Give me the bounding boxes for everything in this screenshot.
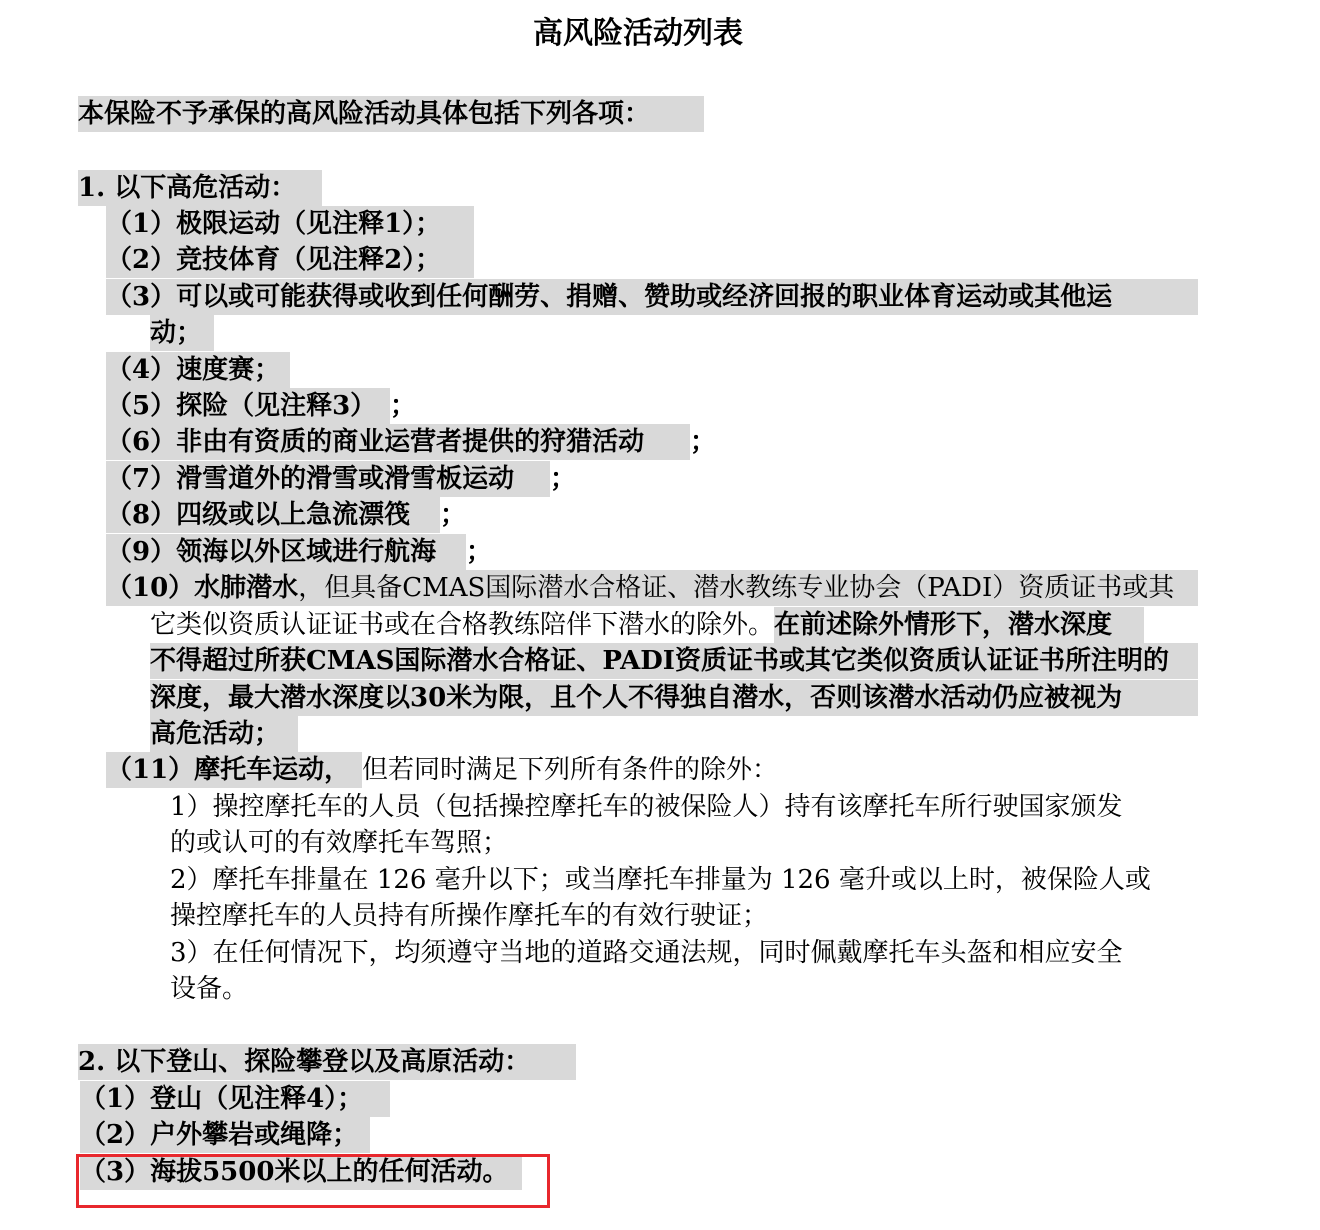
list-item-text: 但若同时满足下列所有条件的除外： bbox=[362, 755, 779, 785]
list-item: （1）登山（见注释4）； bbox=[80, 1081, 390, 1117]
list-item-10 bbox=[106, 570, 1198, 606]
list-item-punct: ； bbox=[390, 391, 417, 421]
list-item bbox=[106, 534, 492, 570]
list-item-text: 它类似资质认证证书或在合格教练陪伴下潜水的除外。 bbox=[150, 610, 775, 640]
list-item bbox=[106, 388, 416, 424]
condition-line: 操控摩托车的人员持有所操作摩托车的有效行驶证； bbox=[170, 901, 769, 931]
list-item bbox=[106, 424, 716, 460]
list-item: （2）竞技体育（见注释2）； bbox=[106, 242, 474, 278]
list-item-bold: 不得超过所获CMAS国际潜水合格证、PADI资质证书或其它类似资质认证证书所注明的 bbox=[150, 643, 1198, 679]
condition-line: 设备。 bbox=[170, 974, 249, 1004]
list-item-text: （8）四级或以上急流漂筏 bbox=[106, 497, 440, 533]
list-item: （2）户外攀岩或绳降； bbox=[80, 1117, 370, 1153]
list-item-continued bbox=[150, 607, 1144, 643]
list-item-text: （9）领海以外区域进行航海 bbox=[106, 534, 466, 570]
list-item-bold: 深度，最大潜水深度以30米为限，且个人不得独自潜水，否则该潜水活动仍应被视为 bbox=[150, 680, 1198, 716]
list-item-text: （5）探险（见注释3） bbox=[106, 388, 390, 424]
list-item-punct: ； bbox=[466, 537, 493, 567]
list-item: （3）海拔5500米以上的任何活动。 bbox=[80, 1154, 522, 1190]
section2-heading: 2. 以下登山、探险攀登以及高原活动： bbox=[78, 1044, 576, 1080]
condition-line: 的或认可的有效摩托车驾照； bbox=[170, 828, 509, 858]
list-item-text: （6）非由有资质的商业运营者提供的狩猎活动 bbox=[106, 424, 690, 460]
list-item: （3）可以或可能获得或收到任何酬劳、捐赠、赞助或经济回报的职业体育运动或其他运 bbox=[106, 279, 1198, 315]
list-item-bold: 高危活动； bbox=[150, 716, 298, 752]
list-item-punct: ； bbox=[690, 427, 717, 457]
list-item bbox=[106, 461, 576, 497]
list-item-11 bbox=[106, 752, 778, 788]
highlight-box bbox=[76, 1154, 550, 1208]
list-item-text: ，但具备CMAS国际潜水合格证、潜水教练专业协会（PADI）资质证书或其 bbox=[298, 573, 1175, 603]
list-item-lead: （11）摩托车运动， bbox=[106, 752, 362, 788]
list-item-punct: ； bbox=[550, 464, 577, 494]
condition-line: 3）在任何情况下，均须遵守当地的道路交通法规，同时佩戴摩托车头盔和相应安全 bbox=[170, 938, 1123, 968]
list-item-lead: （10）水肺潜水 bbox=[106, 573, 299, 603]
list-item bbox=[106, 497, 466, 533]
section1-heading: 1. 以下高危活动： bbox=[78, 170, 322, 206]
list-item-text: （7）滑雪道外的滑雪或滑雪板运动 bbox=[106, 461, 550, 497]
list-item: （1）极限运动（见注释1）； bbox=[106, 206, 474, 242]
list-item-continued: 动； bbox=[150, 315, 214, 351]
condition-line: 1）操控摩托车的人员（包括操控摩托车的被保险人）持有该摩托车所行驶国家颁发 bbox=[170, 792, 1123, 822]
list-item-punct: ； bbox=[440, 500, 467, 530]
list-item-bold: 在前述除外情形下，潜水深度 bbox=[774, 607, 1144, 643]
list-item: （4）速度赛； bbox=[106, 352, 290, 388]
page-title: 高风险活动列表 bbox=[533, 16, 743, 51]
condition-line: 2）摩托车排量在 126 毫升以下；或当摩托车排量为 126 毫升或以上时，被保险人或 bbox=[170, 865, 1151, 895]
intro-text: 本保险不予承保的高风险活动具体包括下列各项： bbox=[78, 96, 704, 132]
